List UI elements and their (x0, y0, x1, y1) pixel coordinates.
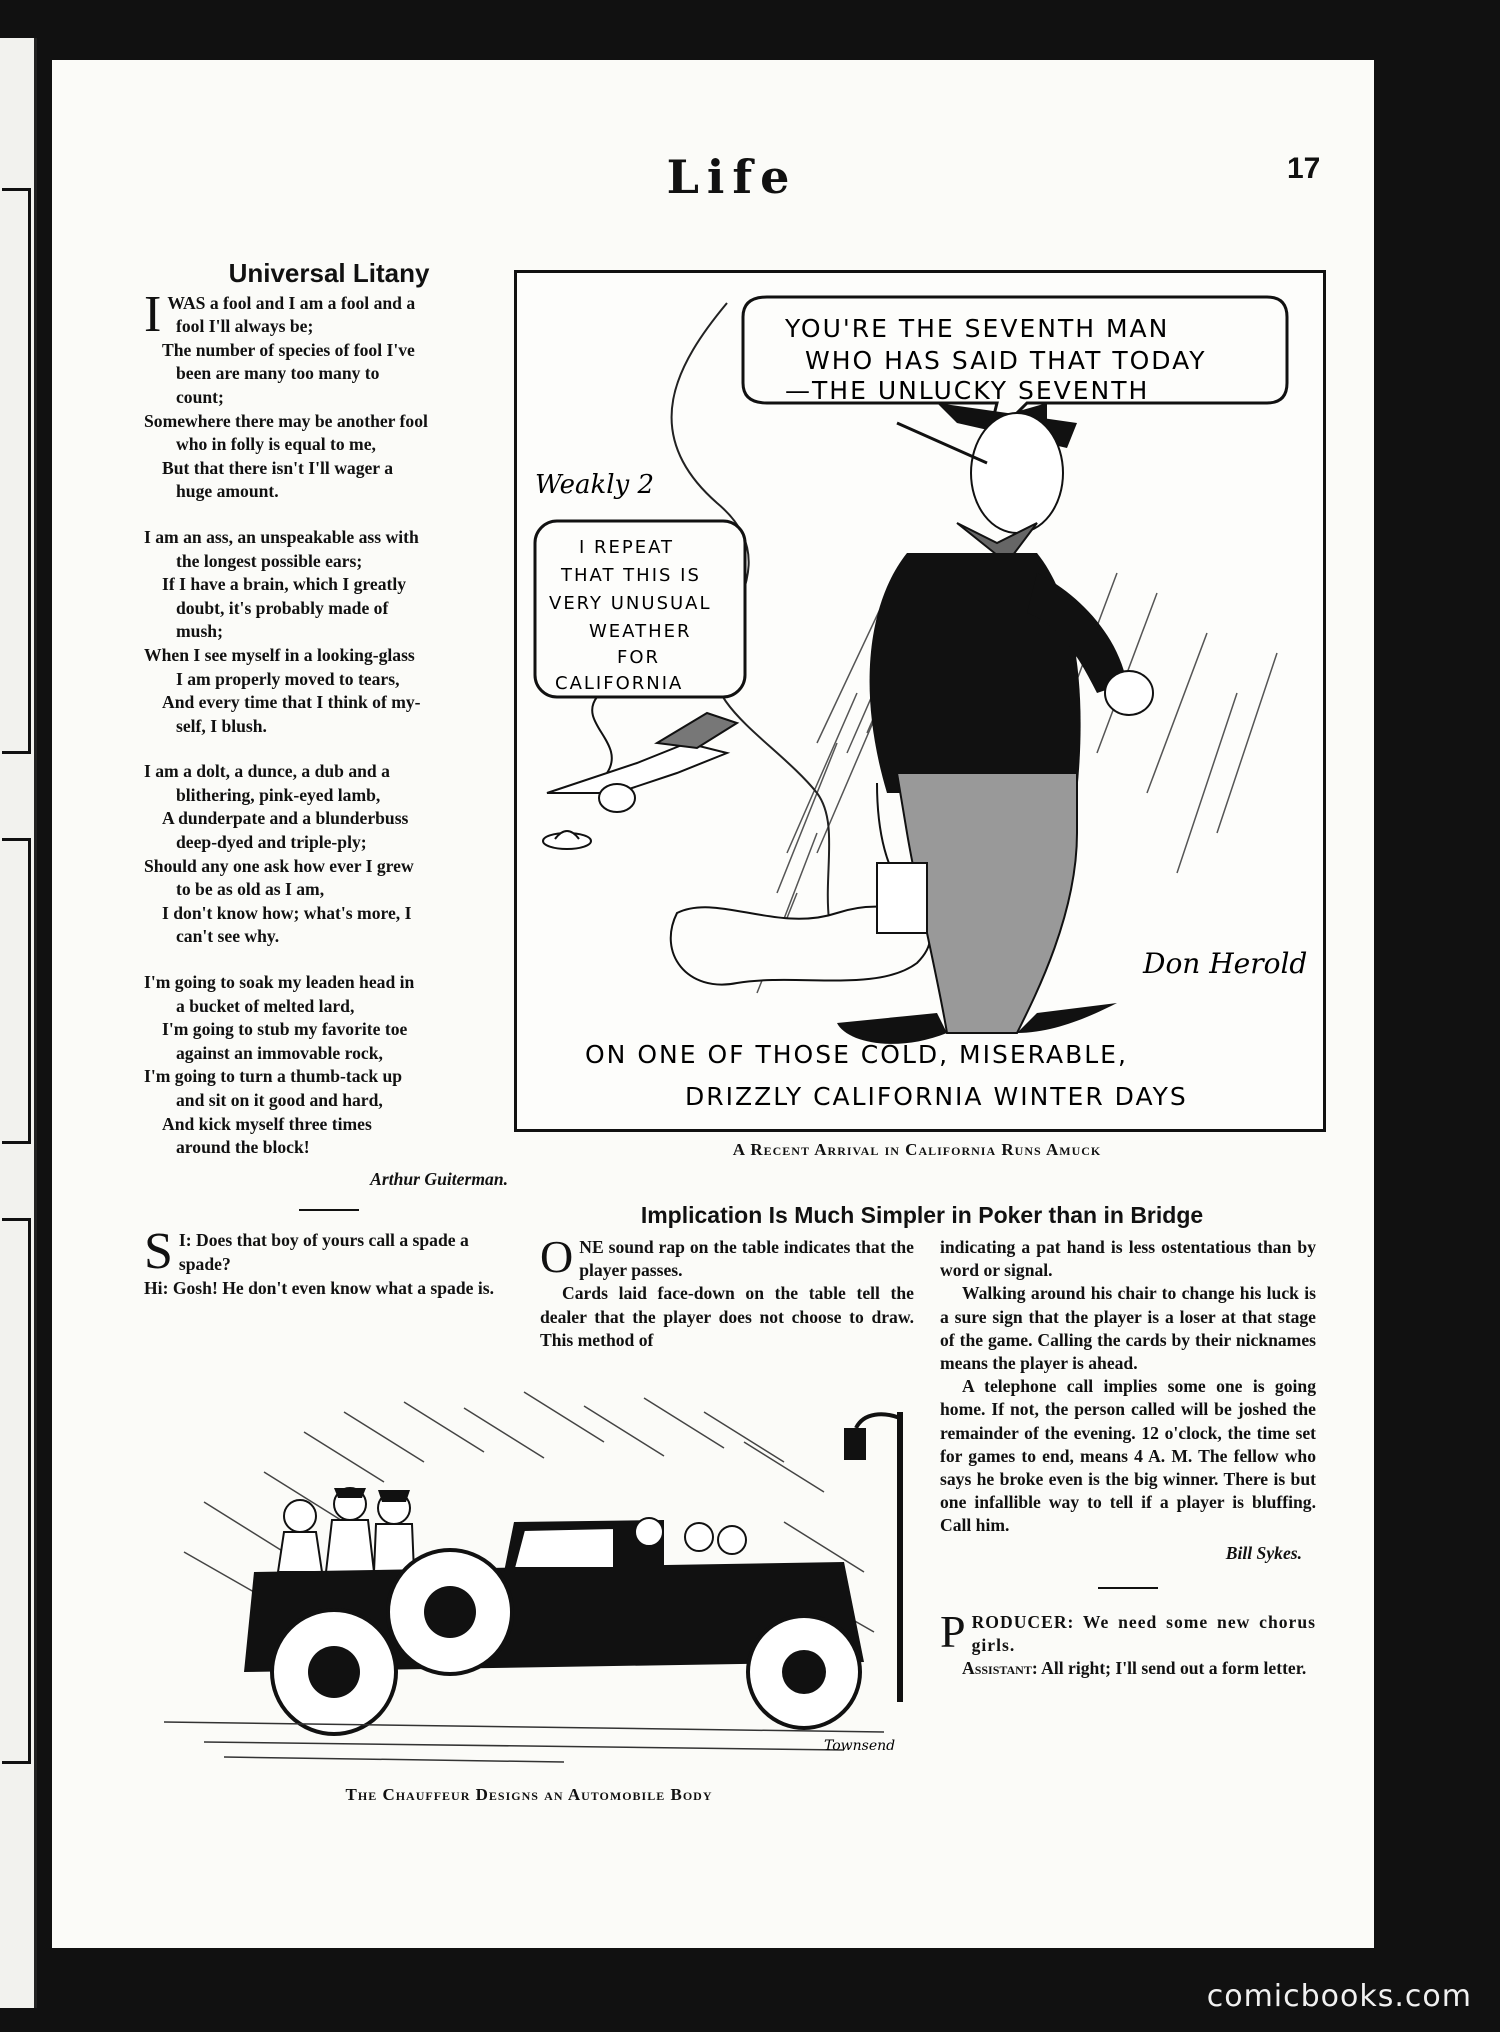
article-author: Bill Sykes. (1225, 1542, 1302, 1563)
poem-line: And kick myself three times (162, 1113, 372, 1134)
joke-line: I: Does that boy of yours call a spade a spade? (178, 1230, 469, 1274)
cartoon-bottom-line: ON ONE OF THOSE COLD, MISERABLE, (585, 1040, 1128, 1069)
poem-line: deep-dyed and triple-ply; (176, 832, 367, 853)
poem-line: I'm going to soak my leaden head in (144, 972, 415, 993)
poem-line: Somewhere there may be another fool (144, 410, 428, 431)
poem-line: been are many too many to (176, 363, 380, 384)
cartoon-illustration (517, 273, 1323, 1129)
bubble-small-line: FOR (617, 647, 661, 668)
article-paragraph: NE sound rap on the table indicates that the player passes. (579, 1237, 914, 1281)
poem-line: and sit on it good and hard, (176, 1090, 383, 1110)
poem-line: I'm going to turn a thumb-tack up (144, 1066, 403, 1087)
poem-line: count; (176, 386, 224, 407)
drop-cap: S (144, 1223, 173, 1281)
poem-line: huge amount. (176, 481, 279, 502)
car-illustration (144, 1372, 914, 1770)
drop-cap: I (144, 285, 162, 343)
poem-line: around the block! (176, 1137, 310, 1158)
poem-line: I am properly moved to tears, (176, 668, 400, 689)
poem-line: self, I blush. (176, 715, 267, 736)
bubble-small-line: VERY UNUSUAL (549, 593, 712, 614)
magazine-page (52, 60, 1374, 1948)
poem-author: Arthur Guiterman. (370, 1168, 508, 1189)
fallen-man-figure (543, 713, 737, 849)
car-cartoon-caption: The Chauffeur Designs an Automobile Body (345, 1785, 713, 1804)
page-number: 17 (1287, 152, 1321, 185)
poem-line: The number of species of fool I've (162, 339, 415, 360)
facing-page-edge (0, 38, 37, 2008)
poem-line: But that there isn't I'll wager a (162, 457, 393, 478)
poem-line: against an immovable rock, (176, 1042, 383, 1063)
article-column-2 (940, 1236, 1316, 1680)
poem-line: I don't know how; what's more, I (162, 902, 412, 923)
poem-line: who in folly is equal to me, (176, 434, 376, 455)
poem-line: can't see why. (176, 926, 280, 947)
poem-column (144, 258, 514, 1300)
facing-page-frame (2, 1218, 31, 1764)
poem-line: doubt, it's probably made of (176, 597, 389, 618)
bubble-small-line: I REPEAT (579, 537, 675, 558)
weakly-label: Weakly 2 (535, 470, 655, 500)
bubble-small-line: CALIFORNIA (555, 673, 684, 694)
bubble-main-line: WHO HAS SAID THAT TODAY (805, 346, 1207, 375)
poem-line: to be as old as I am, (176, 879, 325, 900)
joke-line: RODUCER: We need some new chorus girls. (971, 1611, 1316, 1656)
poem-title: Universal Litany (228, 258, 430, 288)
article-paragraph: indicating a pat hand is less ostentatious than by word or signal. (940, 1237, 1316, 1281)
speaker-label: Assistant: (962, 1658, 1038, 1679)
bubble-small-line: THAT THIS IS (561, 565, 701, 586)
masthead: Life (666, 150, 798, 204)
poem-line: blithering, pink-eyed lamb, (176, 784, 381, 805)
bubble-small-line: WEATHER (589, 621, 692, 642)
divider-rule (1098, 1587, 1158, 1589)
cartoon-signature: Don Herold (1143, 947, 1308, 980)
poem-stanza-3 (144, 760, 514, 949)
poem-line: I am a dolt, a dunce, a dub and a (144, 761, 390, 782)
drop-cap: P (940, 1605, 966, 1657)
poem-line: the longest possible ears; (176, 550, 363, 571)
cartoon-automobile (144, 1372, 914, 1770)
watermark: comicbooks.com (1206, 1979, 1472, 2014)
poem-line: If I have a brain, which I greatly (162, 574, 407, 595)
poem-line: I am an ass, an unspeakable ass with (144, 526, 419, 547)
joke-spade (144, 1223, 514, 1300)
poem-line: A dunderpate and a blunderbuss (162, 808, 409, 829)
poem-stanza-1 (144, 285, 514, 504)
poem-line: And every time that I think of my- (162, 692, 421, 713)
article-paragraph: A telephone call implies some one is going home. If not, the person called will be joshed the remainder of the evening. 12 o'clock, the time set for games to end, means 4 A. M. The fellow who says he broke even is the big winner. There is but one infallible way to tell if a player is bluffing. Call him. (940, 1376, 1316, 1536)
article-paragraph: Cards laid face-down on the table tell the dealer that the player does not choose to draw. This method of (540, 1283, 914, 1350)
bubble-main-line: YOU'RE THE SEVENTH MAN (785, 314, 1170, 343)
poem-line: mush; (176, 621, 223, 642)
pedestrians (278, 1488, 414, 1572)
cartoon-bottom-line: DRIZZLY CALIFORNIA WINTER DAYS (685, 1082, 1188, 1111)
cartoon-california-panel (514, 270, 1326, 1132)
poem-stanza-2 (144, 526, 514, 738)
poem-line: When I see myself in a looking-glass (144, 644, 415, 665)
divider-rule (299, 1209, 359, 1211)
poem-line: WAS a fool and I am a fool and a (167, 292, 416, 313)
ground-lines (164, 1722, 884, 1762)
article-headline: Implication Is Much Simpler in Poker than in Bridge (640, 1202, 1204, 1228)
drop-cap: O (540, 1231, 574, 1282)
poem-line: I'm going to stub my favorite toe (162, 1019, 408, 1040)
bubble-main-line: —THE UNLUCKY SEVENTH (785, 376, 1150, 405)
facing-page-frame (2, 188, 31, 754)
cartoon-caption: A Recent Arrival in California Runs Amuck (732, 1140, 1102, 1159)
facing-page-frame (2, 838, 31, 1144)
article-paragraph: Walking around his chair to change his luck is a sure sign that the player is a loser at that stage of the game. Calling the cards by their nicknames means the player is ahead. (940, 1283, 1316, 1374)
joke-line: Hi: Gosh! He don't even know what a spade is. (144, 1277, 494, 1298)
poem-line: fool I'll always be; (176, 316, 314, 337)
article-column-1 (540, 1231, 914, 1352)
poem-stanza-4 (144, 971, 514, 1160)
joke-producer (940, 1605, 1316, 1681)
joke-line: All right; I'll send out a form letter. (1041, 1658, 1307, 1679)
poem-line: a bucket of melted lard, (176, 995, 355, 1016)
car-cartoon-signature: Townsend (824, 1738, 896, 1754)
poem-line: Should any one ask how ever I grew (144, 855, 414, 876)
